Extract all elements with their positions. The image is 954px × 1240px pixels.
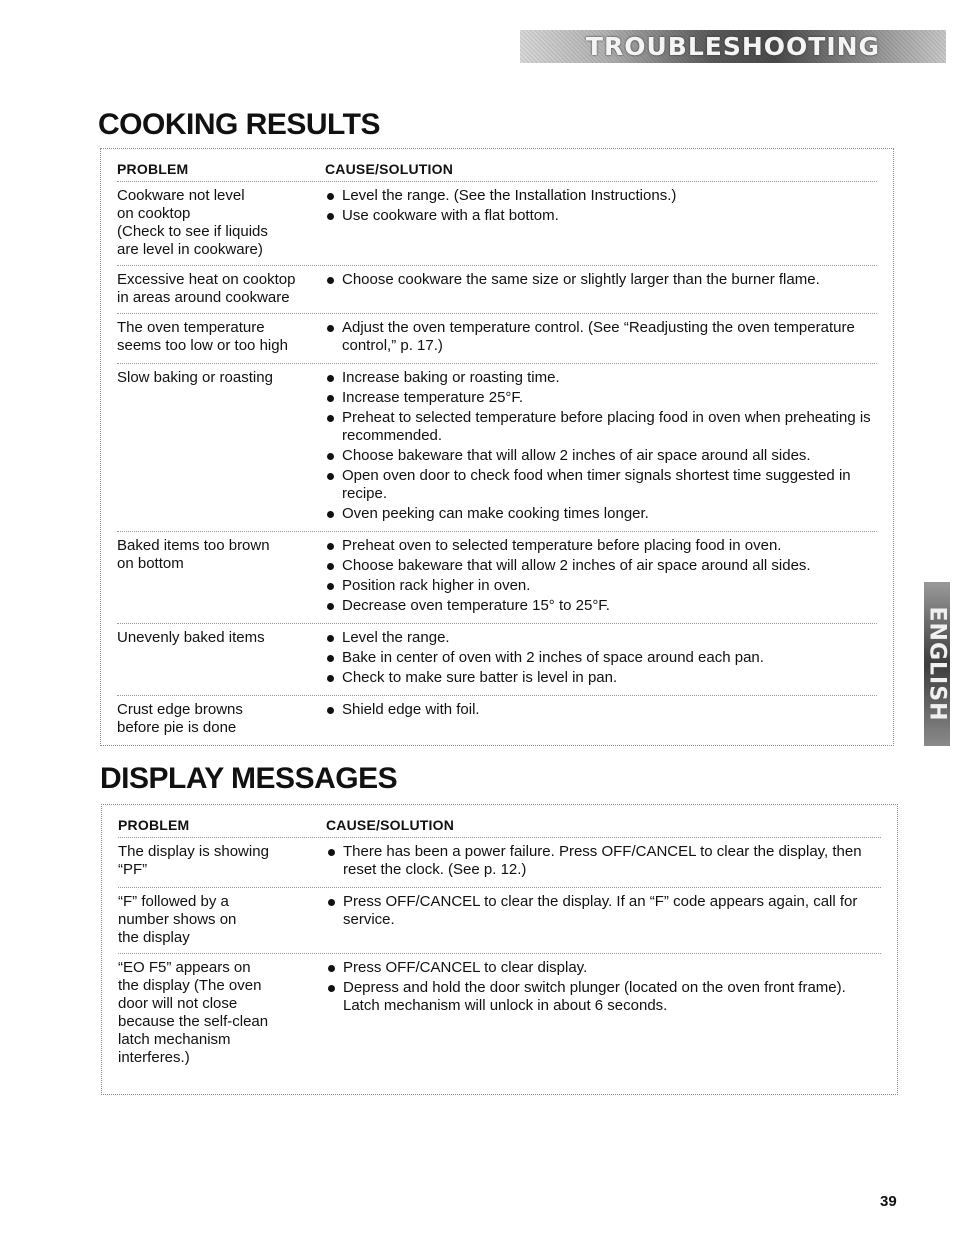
problem-cell: “EO F5” appears on the display (The oven door will not close because the self-clean latch mechanism interferes.) [118, 959, 269, 1066]
solution-item: Press OFF/CANCEL to clear the display. If an “F” code appears again, call for service. [326, 893, 881, 929]
table-row [117, 314, 877, 364]
solution-cell [325, 537, 877, 617]
table-row [118, 954, 881, 1073]
solution-cell [325, 369, 877, 525]
solution-cell [325, 271, 877, 307]
problem-column-header: PROBLEM [117, 161, 189, 177]
table-header [118, 805, 881, 838]
solution-column-header: CAUSE/SOLUTION [326, 817, 455, 833]
solution-item: There has been a power failure. Press OFF/CANCEL to clear the display, then reset the clock. (See p. 12.) [326, 843, 881, 879]
cooking-results-table [100, 148, 894, 746]
solution-list [325, 319, 877, 355]
solution-cell [326, 843, 881, 881]
solution-list [326, 959, 881, 1015]
problem-column-header: PROBLEM [118, 817, 190, 833]
solution-cell [326, 959, 881, 1067]
solution-cell [325, 701, 877, 737]
table-row [118, 838, 881, 888]
solution-item: Press OFF/CANCEL to clear display. [326, 959, 881, 977]
problem-cell: Excessive heat on cooktop in areas around cookware [117, 271, 296, 306]
solution-item: Adjust the oven temperature control. (See “Readjusting the oven temperature control,” p. 17.) [325, 319, 877, 355]
solution-item: Choose bakeware that will allow 2 inches of air space around all sides. [325, 557, 877, 575]
problem-cell: The oven temperature seems too low or too high [117, 319, 288, 354]
solution-item: Depress and hold the door switch plunger (located on the oven front frame). Latch mechanism will unlock in about 6 seconds. [326, 979, 881, 1015]
solution-item: Oven peeking can make cooking times longer. [325, 505, 877, 523]
solution-item: Preheat oven to selected temperature before placing food in oven. [325, 537, 877, 555]
table-row [117, 532, 877, 624]
solution-item: Check to make sure batter is level in pan. [325, 669, 877, 687]
solution-item: Use cookware with a flat bottom. [325, 207, 877, 225]
language-side-tab [924, 582, 950, 746]
solution-list [325, 369, 877, 523]
page-number: 39 [880, 1193, 897, 1210]
problem-cell: Baked items too brown on bottom [117, 537, 270, 572]
display-messages-table [101, 804, 898, 1095]
solution-item: Increase temperature 25°F. [325, 389, 877, 407]
solution-list [326, 843, 881, 879]
solution-cell [325, 187, 877, 259]
table-row [117, 266, 877, 314]
table-row [117, 364, 877, 532]
solution-item: Open oven door to check food when timer signals shortest time suggested in recipe. [325, 467, 877, 503]
problem-cell: “F” followed by a number shows on the display [118, 893, 237, 946]
solution-list [325, 629, 877, 687]
solution-cell [326, 893, 881, 947]
solution-item: Position rack higher in oven. [325, 577, 877, 595]
solution-item: Shield edge with foil. [325, 701, 877, 719]
cooking-results-title: COOKING RESULTS [98, 108, 380, 141]
solution-list [326, 893, 881, 929]
problem-cell: Crust edge browns before pie is done [117, 701, 243, 736]
solution-cell [325, 629, 877, 689]
side-tab-label: ENGLISH [924, 606, 950, 722]
problem-cell: The display is showing “PF” [118, 843, 269, 878]
table-row [118, 888, 881, 954]
table-body [117, 182, 877, 743]
solution-list [325, 701, 877, 719]
solution-list [325, 537, 877, 615]
solution-item: Level the range. [325, 629, 877, 647]
solution-item: Preheat to selected temperature before placing food in oven when preheating is recommended. [325, 409, 877, 445]
table-row [117, 624, 877, 696]
problem-cell: Slow baking or roasting [117, 369, 273, 386]
table-row [117, 182, 877, 266]
table-body [118, 838, 881, 1073]
table-header [117, 149, 877, 182]
solution-list [325, 187, 877, 225]
section-banner [520, 30, 946, 63]
problem-cell: Unevenly baked items [117, 629, 265, 646]
solution-item: Level the range. (See the Installation Instructions.) [325, 187, 877, 205]
banner-title: TROUBLESHOOTING [585, 32, 881, 61]
table-row [117, 696, 877, 743]
solution-item: Decrease oven temperature 15° to 25°F. [325, 597, 877, 615]
solution-list [325, 271, 877, 289]
solution-column-header: CAUSE/SOLUTION [325, 161, 454, 177]
display-messages-title: DISPLAY MESSAGES [100, 762, 398, 795]
solution-item: Bake in center of oven with 2 inches of space around each pan. [325, 649, 877, 667]
problem-cell: Cookware not level on cooktop (Check to see if liquids are level in cookware) [117, 187, 268, 258]
solution-item: Choose cookware the same size or slightly larger than the burner flame. [325, 271, 877, 289]
solution-item: Increase baking or roasting time. [325, 369, 877, 387]
solution-item: Choose bakeware that will allow 2 inches of air space around all sides. [325, 447, 877, 465]
solution-cell [325, 319, 877, 357]
